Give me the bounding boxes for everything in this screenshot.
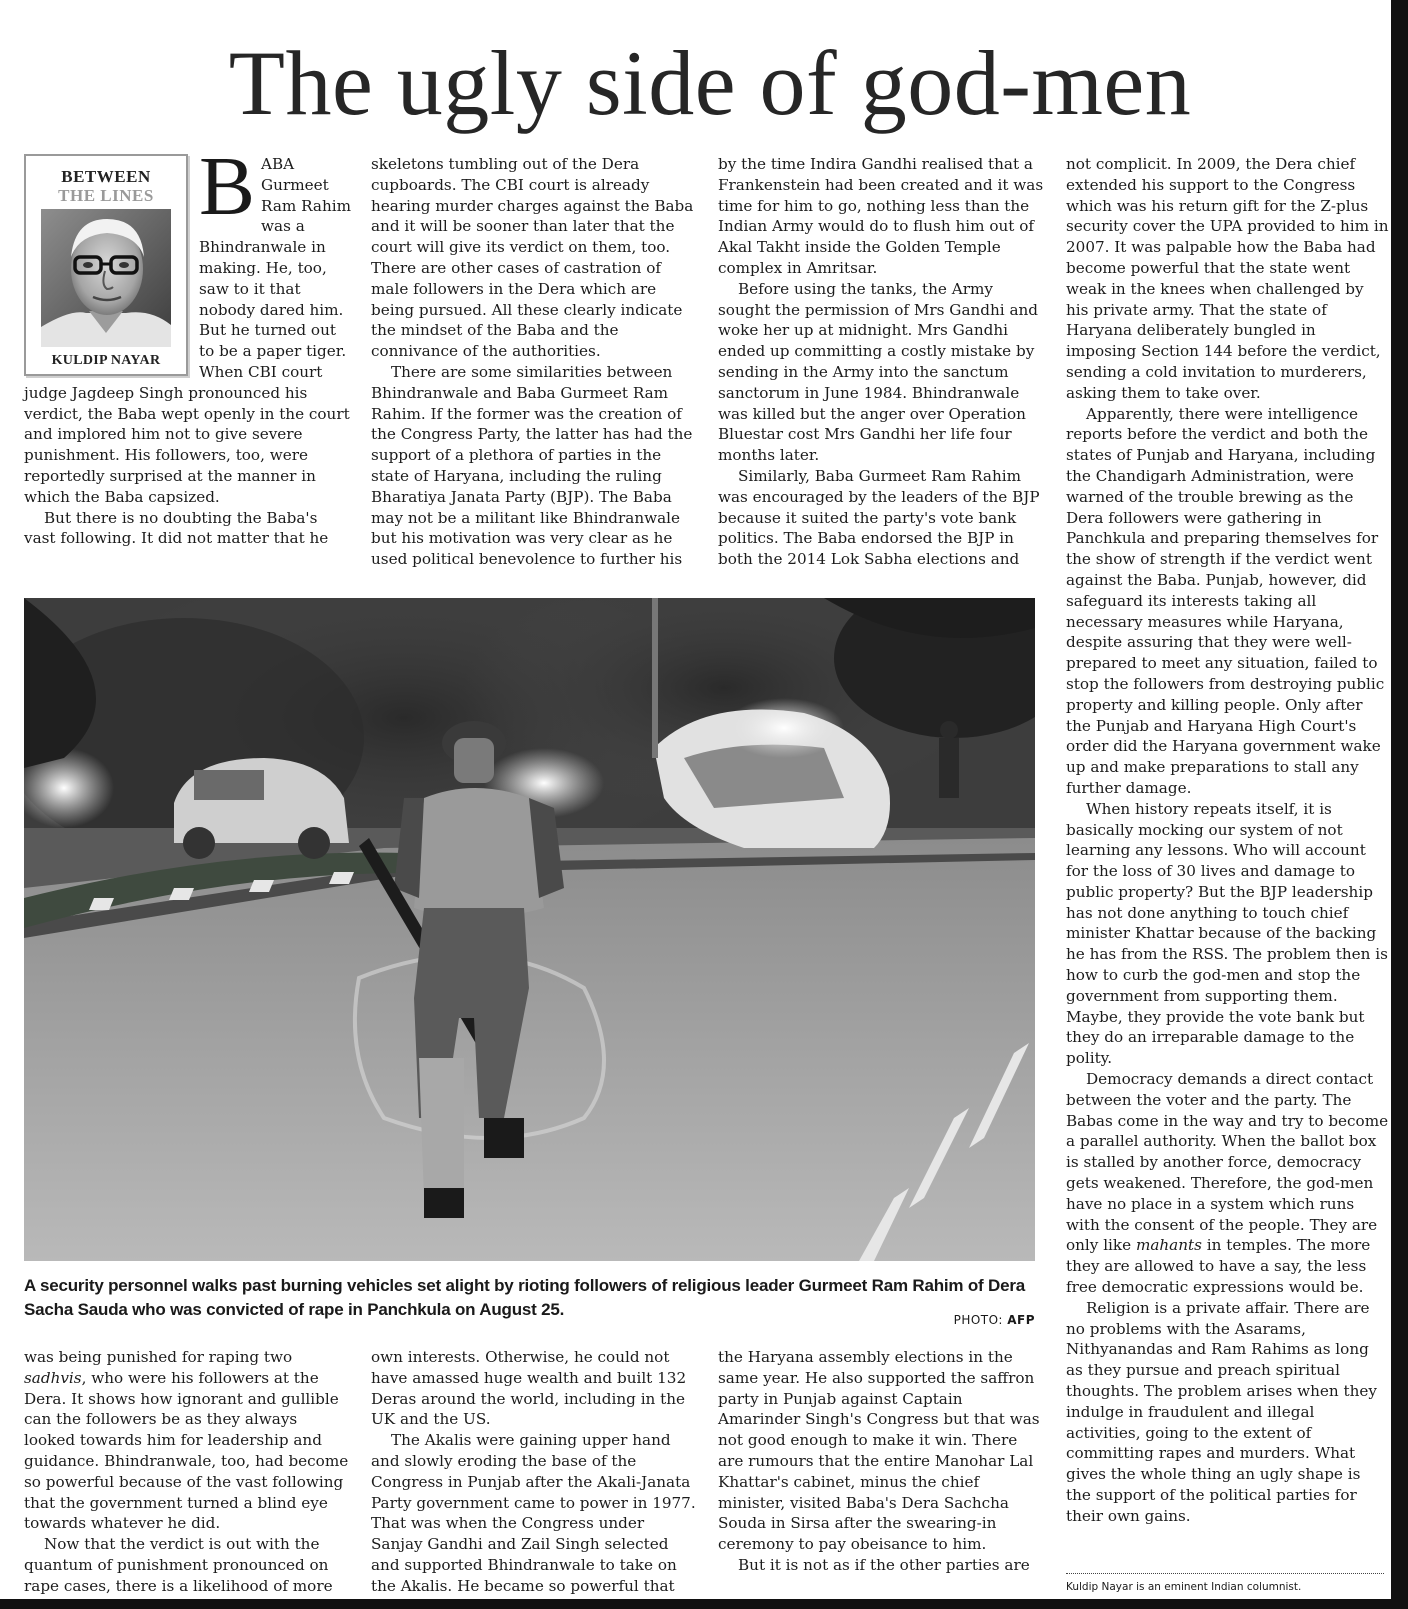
byline-kicker-top: BETWEEN	[61, 167, 151, 186]
paragraph: own interests. Otherwise, he could not have amassed huge wealth and built 132 Deras around the world, including in the UK and the US.	[371, 1348, 687, 1429]
paragraph: by the time Indira Gandhi realised that a Frankenstein had been created and it was time for him to go, nothing less than the Indian Army would do to flush him out of Akal Takht inside the Golden Temple complex in Amritsar.	[718, 155, 1044, 277]
article-column-4	[1066, 154, 1390, 1527]
paragraph: was being punished for raping two sadhvis, who were his followers at the Dera. It shows how ignorant and gullible can the followers be as they always looked towards him for leadership and guidance. Bhindranwale, too, had become so powerful because of the vast following that the government turned a blind eye towards whatever he did.	[24, 1348, 349, 1533]
paragraph: The Akalis were gaining upper hand and slowly eroding the base of the Congress in Punjab after the Akali-Janata Party government came to power in 1977. That was when the Congress under Sanjay Gandhi and Zail Singh selected and supported Bhindranwale to take on the Akalis. He became so powerful that	[371, 1431, 696, 1595]
paragraph: Democracy demands a direct contact between the voter and the party. The Babas come in the way and try to become a parallel authority. When the ballot box is stalled by another force, democracy gets weakened. Therefore, the god-men have no place in a system which runs with the consent of the people. They are only like mahants in temples. The more they are allowed to have a say, the less free democratic expressions would be.	[1066, 1070, 1389, 1297]
columnist-byline-box	[24, 154, 188, 376]
paragraph: Religion is a private affair. There are no problems with the Asarams, Nithyanandas and Ram Rahims as long as they pursue and preach spiritual thoughts. The problem arises when they indulge in fraudulent and illegal activities, going to the extent of committing rapes and murders. What gives the whole thing an ugly shape is the support of the political parties for their own gains.	[1066, 1298, 1377, 1525]
paragraph: Apparently, there were intelligence reports before the verdict and both the states of Punjab and Haryana, including the Chandigarh Administration, were warned of the trouble brewing as the Dera followers were gathering in Panchkula and preparing themselves for the show of strength if the verdict went against the Baba. Punjab, however, did safeguard its interests taking all necessary measures while Haryana, despite assuring that they were well-prepared to meet any situation, failed to stop the followers from destroying public property and killing people. Only after the Punjab and Haryana High Court's order did the Haryana government wake up and make preparations to stall any further damage.	[1066, 404, 1385, 797]
author-portrait	[41, 209, 171, 347]
italic-term: mahants	[1135, 1236, 1202, 1255]
article-column-2-lower	[371, 1347, 697, 1597]
paragraph: When history repeats itself, it is basically mocking our system of not learning any lessons. Who will account for the loss of 30 lives and damage to public property? But the BJP leadership has not done anything to touch chief minister Khattar because of the backing he has from the RSS. The problem then is how to curb the god-men and stop the government from supporting them. Maybe, they provide the vote bank but they do an irreparable damage to the polity.	[1066, 799, 1388, 1068]
paragraph: But it is not as if the other parties are	[738, 1555, 1030, 1574]
headline: The ugly side of god-men	[228, 32, 1192, 134]
paragraph: Now that the verdict is out with the quantum of punishment pronounced on rape cases, there is a likelihood of more	[24, 1535, 333, 1595]
photo-caption: A security personnel walks past burning vehicles set alight by rioting followers of religious leader Gurmeet Ram Rahim of Dera Sacha Sauda who was convicted of rape in Panchkula on August 25.	[24, 1276, 1026, 1319]
photo-credit-label: PHOTO:	[953, 1313, 1003, 1327]
article-column-1	[24, 140, 352, 549]
article-column-2	[371, 154, 697, 570]
paragraph: Before using the tanks, the Army sought the permission of Mrs Gandhi and woke her up at midnight. Mrs Gandhi ended up committing a costly mistake by sending in the Army into the sanctum sanctorum in June 1984. Bhindranwale was killed but the anger over Operation Bluestar cost Mrs Gandhi her life four months later.	[718, 279, 1039, 465]
photo-credit	[860, 1312, 1035, 1328]
paragraph: Similarly, Baba Gurmeet Ram Rahim was encouraged by the leaders of the BJP because it suited the party's vote bank politics. The Baba endorsed the BJP in both the 2014 Lok Sabha elections and	[718, 466, 1040, 569]
author-note-divider	[1066, 1573, 1384, 1574]
author-note: Kuldip Nayar is an eminent Indian columnist.	[1066, 1581, 1302, 1593]
article-column-3-lower	[718, 1347, 1044, 1576]
page-bottom-bar	[0, 1599, 1408, 1609]
article-column-3	[718, 154, 1044, 570]
italic-term: sadhvis	[24, 1368, 82, 1387]
paragraph: But there is no doubting the Baba's vast following. It did not matter that he	[24, 508, 329, 548]
byline-kicker-bottom: THE LINES	[58, 186, 154, 205]
paragraph: not complicit. In 2009, the Dera chief extended his support to the Congress which was his return gift for the Z-plus security cover the UPA provided to him in 2007. It was palpable how the Baba had become powerful that the state went weak in the knees when challenged by his private army. That the state of Haryana deliberately bungled in imposing Section 144 before the verdict, sending a cold invitation to murderers, asking them to take over.	[1066, 155, 1389, 402]
news-photo	[24, 598, 1035, 1261]
paragraph: skeletons tumbling out of the Dera cupboards. The CBI court is already hearing murder charges against the Baba and it will be sooner than later that the court will give its verdict on them, too. There are other cases of castration of male followers in the Dera which are being pursued. All these clearly indicate the mindset of the Baba and the connivance of the authorities.	[371, 155, 694, 361]
photo-credit-source: AFP	[1007, 1313, 1035, 1327]
byline-author-name: KULDIP NAYAR	[51, 353, 161, 368]
page-edge-bar	[1391, 0, 1408, 1609]
paragraph: the Haryana assembly elections in the same year. He also supported the saffron party in Punjab against Captain Amarinder Singh's Congress but that was not good enough to make it win. There are rumours that the entire Manohar Lal Khattar's cabinet, minus the chief minister, visited Baba's Dera Sachcha Souda in Sirsa after the swearing-in ceremony to pay obeisance to him.	[718, 1348, 1040, 1554]
paragraph: There are some similarities between Bhindranwale and Baba Gurmeet Ram Rahim. If the former was the creation of the Congress Party, the latter has had the support of a plethora of parties in the state of Haryana, including the ruling Bharatiya Janata Party (BJP). The Baba may not be a militant like Bhindranwale but his motivation was very clear as he used political benevolence to further his	[371, 362, 693, 569]
paragraph: ABA Gurmeet Ram Rahim was a Bhindranwale in making. He, too, saw to it that nobody dared him. But he turned out to be a paper tiger. When CBI court judge Jagdeep Singh pronounced his verdict, the Baba wept openly in the court and implored him not to give severe punishment. His followers, too, were reportedly surprised at the manner in which the Baba capsized.	[24, 155, 351, 506]
article-column-1-lower	[24, 1347, 352, 1597]
drop-cap: B	[199, 140, 256, 233]
